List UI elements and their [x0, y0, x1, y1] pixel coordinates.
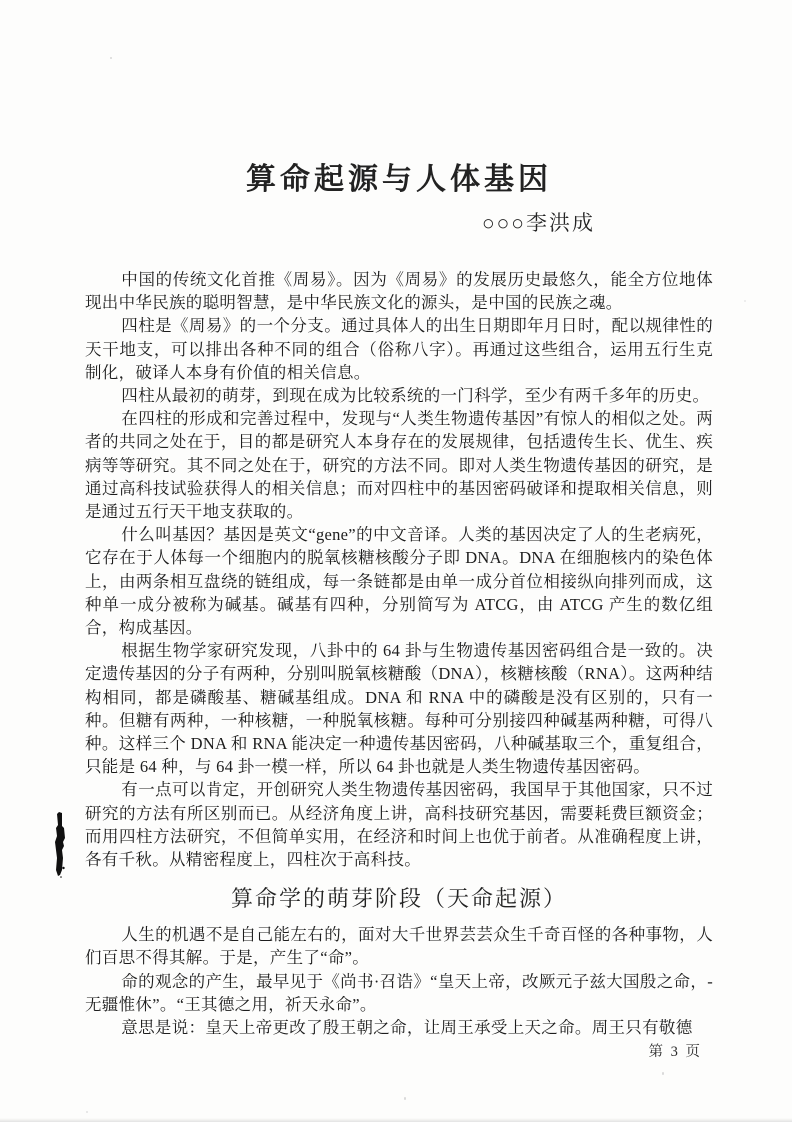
scan-speck [110, 57, 112, 59]
body-paragraph: 什么叫基因？基因是英文“gene”的中文音译。人类的基因决定了人的生老病死，它存在于人体每一个细胞内的脱氧核糖核酸分子即 DNA。DNA 在细胞核内的染色体上，由两条相互盘绕的链组成，每一条链都是由单一成分首位相接纵向排列而成，这种单一成分被称为碱基。碱基有四种，分别简写为 ATCG，由 ATCG 产生的数亿组合，构成基因。 [85, 525, 713, 638]
section-heading: 算命学的萌芽阶段（天命起源） [230, 886, 567, 912]
section-body [85, 923, 713, 1039]
author-byline: ○○○李洪成 [481, 211, 595, 235]
page-number: 第 3 页 [648, 1044, 702, 1060]
scan-speck [662, 1072, 664, 1075]
body-paragraph: 意思是说：皇天上帝更改了殷王朝之命，让周王承受上天之命。周王只有敬德 [121, 1018, 693, 1038]
scan-speck [333, 169, 335, 171]
scan-bottom-edge [0, 1118, 792, 1122]
article-body [85, 268, 713, 871]
scan-speck [744, 300, 746, 302]
page-content [85, 158, 713, 1039]
body-paragraph: 在四柱的形成和完善过程中，发现与“人类生物遗传基因”有惊人的相似之处。两者的共同之处在于，目的都是研究人本身存在的发展规律，包括遗传生长、优生、疾病等等研究。其不同之处在于，研究的方法不同。即对人类生物遗传基因的研究，是通过高科技试验获得人的相关信息；而对四柱中的基因密码破译和提取相关信息，则是通过五行天干地支获取的。 [85, 409, 713, 522]
body-paragraph: 四柱是《周易》的一个分支。通过具体人的出生日期即年月日时，配以规律性的天干地支，可以排出各种不同的组合（俗称八字）。再通过这些组合，运用五行生克制化，破译人本身有价值的相关信息。 [85, 316, 713, 382]
ink-smudge-artifact [50, 812, 68, 878]
body-paragraph: 有一点可以肯定，开创研究人类生物遗传基因密码，我国早于其他国家，只不过研究的方法有所区别而已。从经济角度上讲，高科技研究基因，需要耗费巨额资金；而用四柱方法研究，不但简单实用，在经济和时间上也优于前者。从准确程度上讲，各有千秋。从精密程度上，四柱次于高科技。 [85, 780, 713, 870]
body-paragraph: 人生的机遇不是自己能左右的，面对大千世界芸芸众生千奇百怪的各种事物，人们百思不得其解。于是，产生了“命”。 [85, 925, 713, 968]
article-title: 算命起源与人体基因 [246, 163, 552, 196]
body-paragraph: 根据生物学家研究发现，八卦中的 64 卦与生物遗传基因密码组合是一致的。决定遗传基因的分子有两种，分别叫脱氧核糖酸（DNA），核糖核酸（RNA）。这两种结构相同，都是磷酸基、糖碱基组成。DNA 和 RNA 中的磷酸是没有区别的，只有一种。但糖有两种，一种核糖，一种脱氧核糖。每种可分别接四种碱基两种糖，可得八种。这样三个 DNA 和 RNA 能决定一种遗传基因密码，八种碱基取三个，重复组合，只能是 64 种，与 64 卦一模一样，所以 64 卦也就是人类生物遗传基因密码。 [85, 641, 713, 777]
scan-speck [404, 1097, 406, 1100]
body-paragraph: 命的观念的产生，最早见于《尚书·召诰》“皇天上帝，改厥元子兹大国殷之命，-无疆惟休”。“王其德之用，祈天永命”。 [85, 971, 713, 1014]
body-paragraph: 中国的传统文化首推《周易》。因为《周易》的发展历史最悠久，能全方位地体现出中华民族的聪明智慧，是中华民族文化的源头，是中国的民族之魂。 [85, 270, 713, 313]
scan-speck [86, 1111, 88, 1113]
body-paragraph: 四柱从最初的萌芽，到现在成为比较系统的一门科学，至少有两千多年的历史。 [121, 386, 710, 406]
